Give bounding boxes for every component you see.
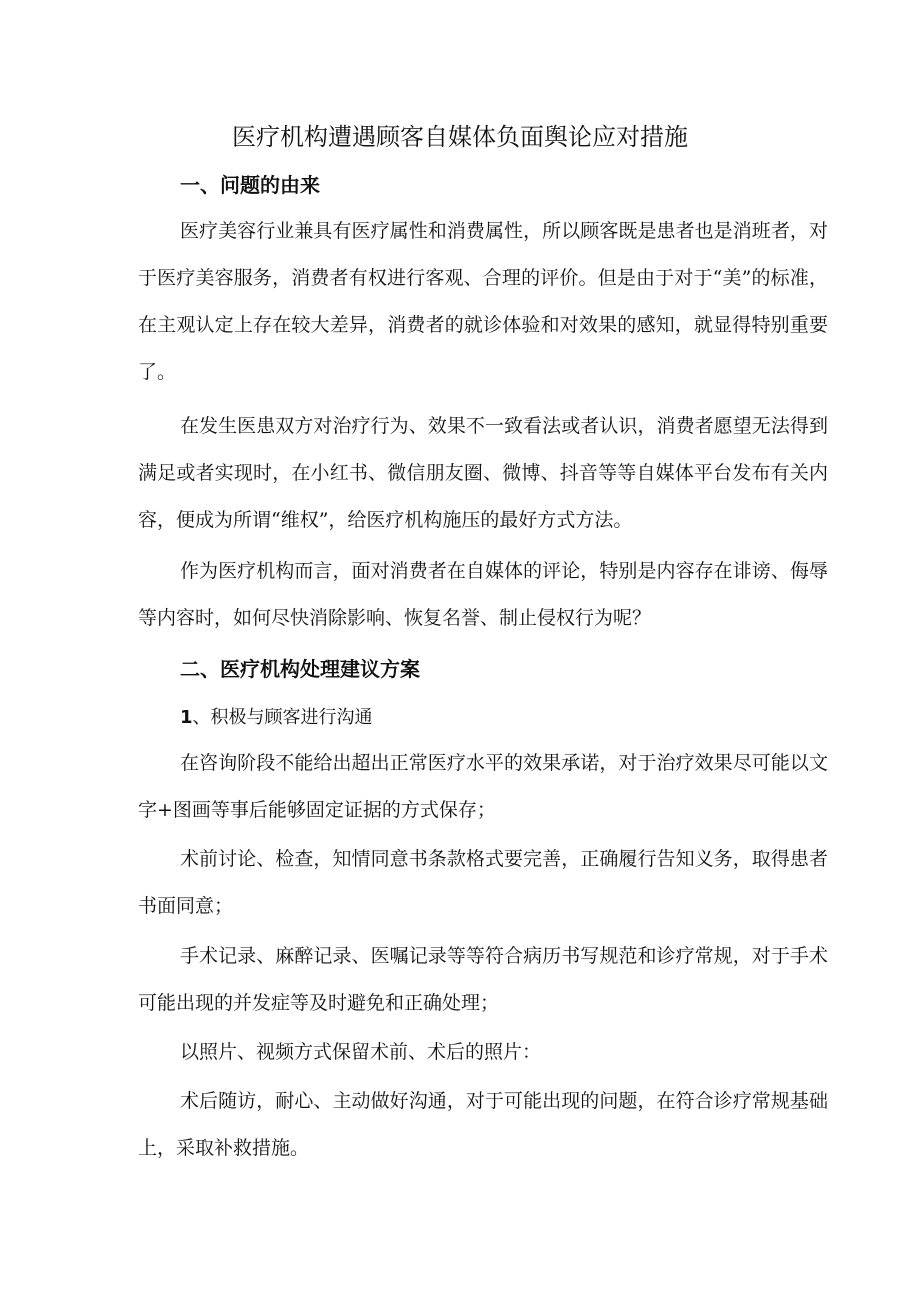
section-heading-proposal: 二、医疗机构处理建议方案 [180, 657, 420, 681]
paragraph-records: 手术记录、麻醉记录、医嘱记录等等符合病历书写规范和诊疗常规，对于手术可能出现的并发症等及时避免和正确处理； [138, 945, 828, 1014]
paragraph-origin-2: 在发生医患双方对治疗行为、效果不一致看法或者认识，消费者愿望无法得到满足或者实现时，在小红书、微信朋友圈、微博、抖音等等自媒体平台发布有关内容，便成为所谓“维权”，给医疗机构施压的最好方式方法。 [138, 415, 828, 531]
paragraph-origin-1: 医疗美容行业兼具有医疗属性和消费属性，所以顾客既是患者也是消班者，对于医疗美容服务，消费者有权进行客观、合理的评价。但是由于对于“美”的标准，在主观认定上存在较大差异，消费者的就诊体验和对效果的感知，就显得特别重要了。 [138, 220, 828, 383]
document-title: 医疗机构遭遇顾客自媒体负面舆论应对措施 [232, 123, 688, 151]
paragraph-followup: 术后随访，耐心、主动做好沟通，对于可能出现的问题，在符合诊疗常规基础上，采取补救措施。 [138, 1090, 828, 1159]
paragraph-preoperative: 术前讨论、检查，知情同意书条款格式要完善，正确履行告知义务，取得患者书面同意； [138, 848, 828, 917]
paragraph-consultation: 在咨询阶段不能给出超出正常医疗水平的效果承诺，对于治疗效果尽可能以文字+图画等事后能够固定证据的方式保存； [138, 752, 828, 821]
subsection-number: 1 [180, 707, 193, 728]
paragraph-photos: 以照片、视频方式保留术前、术后的照片： [180, 1041, 542, 1063]
paragraph-origin-3: 作为医疗机构而言，面对消费者在自媒体的评论，特别是内容存在诽谤、侮辱等内容时，如何尽快消除影响、恢复名誉、制止侵权行为呢？ [138, 560, 828, 629]
section-heading-origin: 一、问题的由来 [180, 173, 320, 197]
subsection-heading-communicate [180, 703, 373, 733]
subsection-title: 、积极与顾客进行沟通 [192, 707, 373, 728]
